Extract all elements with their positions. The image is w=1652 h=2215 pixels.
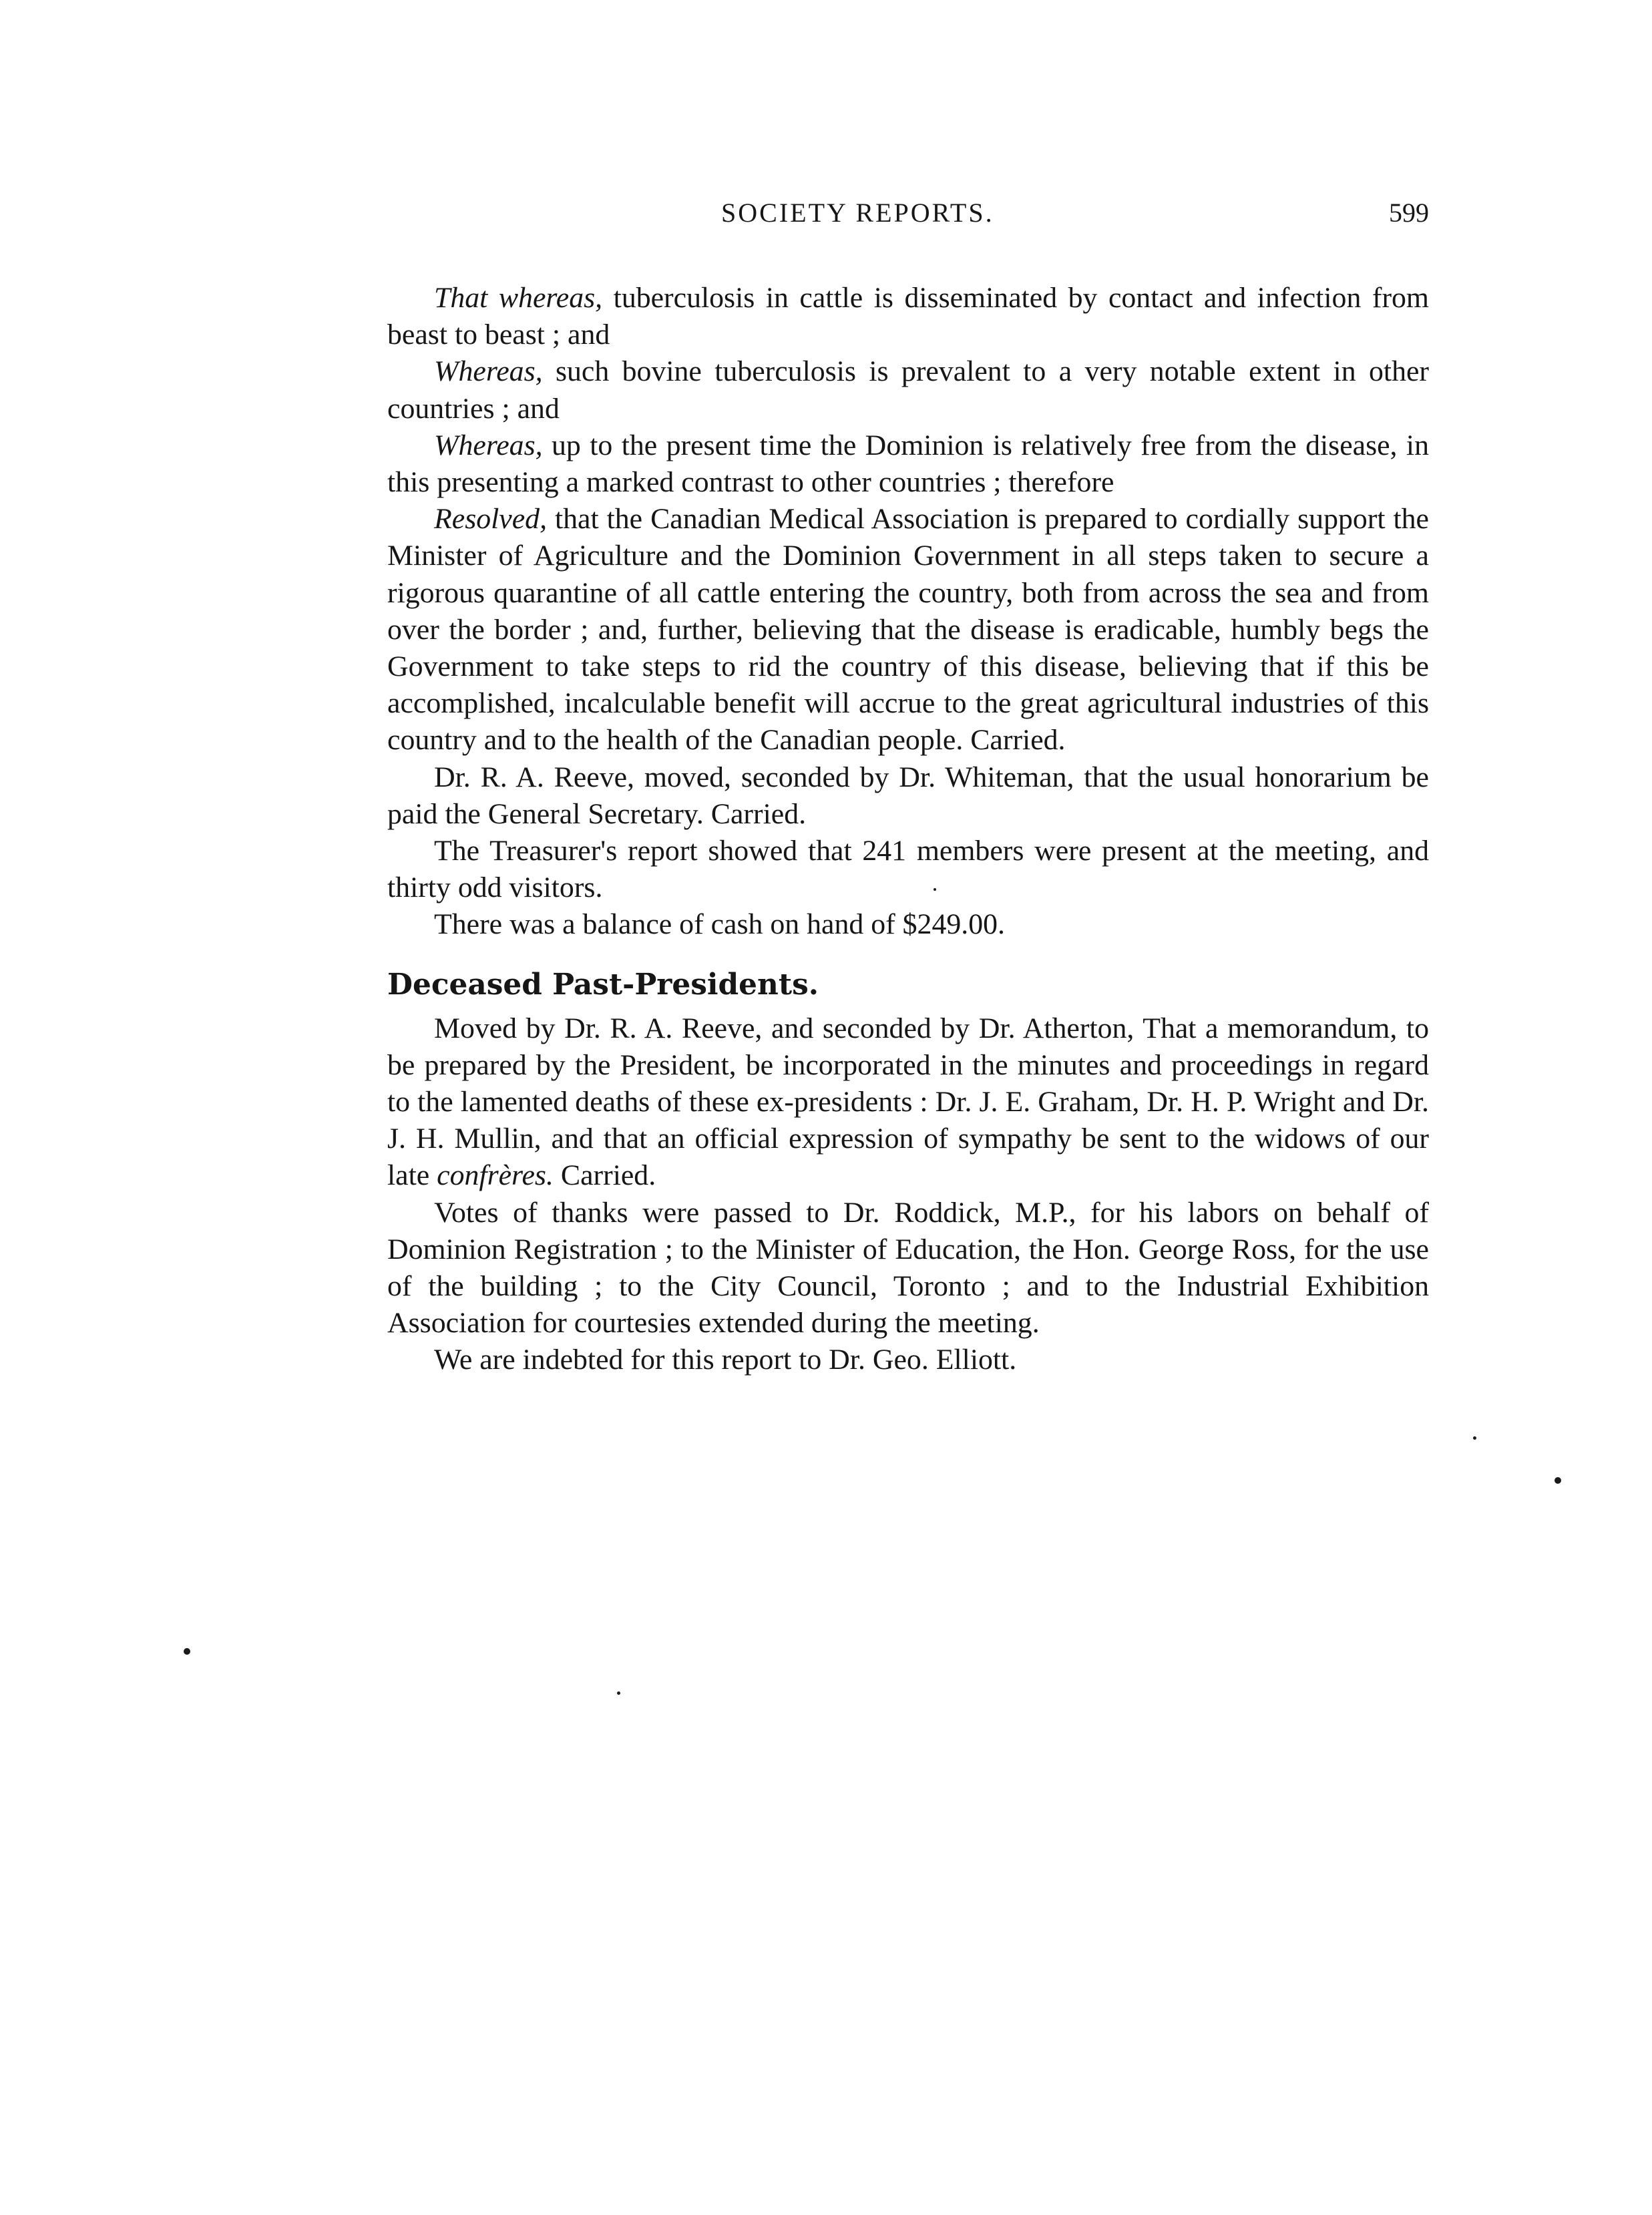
paragraph: [387, 1342, 1429, 1378]
body-text: [387, 280, 1429, 1379]
paragraph-text: The Treasurer's report showed that 241 members were present at the meeting, and thirty odd visitors.: [387, 835, 1429, 904]
scan-speck: [1473, 1436, 1476, 1440]
running-head: [387, 190, 1429, 237]
paragraph: [387, 1195, 1429, 1342]
paragraph-lead: That whereas,: [434, 282, 603, 314]
printed-page: [387, 190, 1429, 1726]
running-title: SOCIETY REPORTS.: [721, 198, 994, 228]
scan-speck: [617, 1691, 620, 1695]
paragraph-text: Dr. R. A. Reeve, moved, seconded by Dr. Whiteman, that the usual honorarium be paid the General Secretary. Carried.: [387, 761, 1429, 830]
paragraph-lead: Resolved,: [434, 503, 548, 536]
scan-speck: [184, 1648, 190, 1655]
scan-speck: [934, 888, 936, 891]
paragraph: [387, 353, 1429, 427]
paragraph: [387, 280, 1429, 353]
paragraph-text: Votes of thanks were passed to Dr. Roddick, M.P., for his labors on behalf of Dominion Registration ; to the Minister of Education, the Hon. George Ross, for the use of the building ; to the City Council, Toronto ; and to the Industrial Exhibition Association for courtesies extended during the meeting.: [387, 1196, 1429, 1340]
page-number: 599: [1389, 198, 1429, 228]
paragraph: [387, 427, 1429, 501]
paragraph-text: We are indebted for this report to Dr. Geo. Elliott.: [434, 1344, 1017, 1376]
paragraph-lead: Whereas,: [434, 355, 543, 388]
paragraph-text: up to the present time the Dominion is relatively free from the disease, in this presenting a marked contrast to other countries ; therefore: [387, 429, 1429, 499]
paragraph: [387, 906, 1429, 943]
paragraph-lead: Whereas,: [434, 429, 543, 461]
paragraph-text: There was a balance of cash on hand of $249.00.: [434, 908, 1005, 941]
section-heading: Deceased Past-Presidents.: [387, 967, 819, 1002]
paragraph: [387, 759, 1429, 833]
paragraph-italic-word: confrères.: [437, 1159, 554, 1192]
paragraph: [387, 501, 1429, 759]
paragraph-text: tuberculosis in cattle is disseminated by contact and infection from beast to beast ; and: [387, 282, 1429, 351]
paragraph-text-end: Carried.: [553, 1159, 656, 1192]
paragraph-text: Moved by Dr. R. A. Reeve, and seconded by Dr. Atherton, That a memorandum, to be prepared by the President, be incorporated in the minutes and proceedings in regard to the lamented deaths of these ex-presidents : Dr. J. E. Graham, Dr. H. P. Wright and Dr. J. H. Mullin, and that an official expression of sympathy be sent to the widows of our late: [387, 1012, 1429, 1192]
paragraph: [387, 833, 1429, 906]
paragraph: [387, 1010, 1429, 1195]
scan-speck: [1555, 1477, 1561, 1484]
paragraph-text: that the Canadian Medical Association is prepared to cordially support the Minister of Agriculture and the Dominion Government in all steps taken to secure a rigorous quarantine of all cattle entering the country, both from across the sea and from over the border ; and, further, believing that the disease is eradicable, humbly begs the Government to take steps to rid the country of this disease, believing that if this be accomplished, incalculable benefit will accrue to the great agricultural industries of this country and to the health of the Canadian people. Carried.: [387, 503, 1429, 757]
paragraph-text: such bovine tuberculosis is prevalent to a very notable extent in other countries ; and: [387, 355, 1429, 425]
